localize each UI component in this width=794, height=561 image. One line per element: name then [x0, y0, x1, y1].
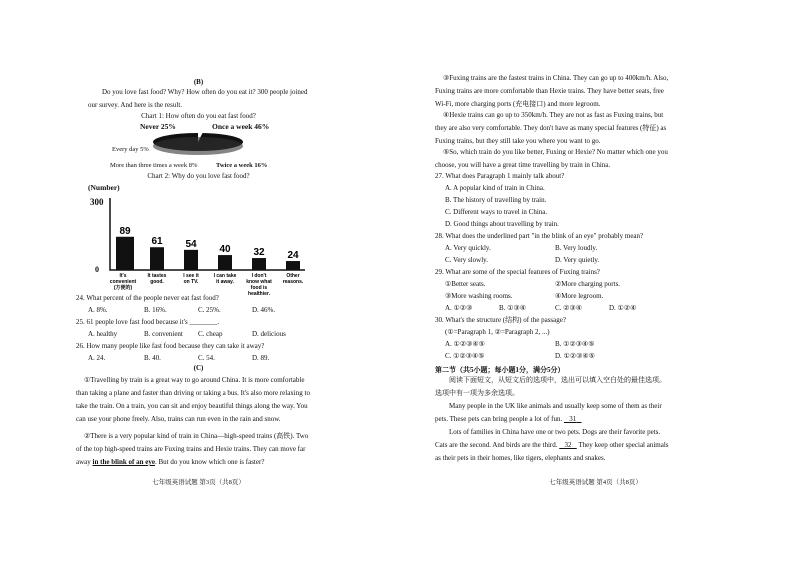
- q27-option-b[interactable]: B. The history of travelling by train.: [445, 196, 547, 204]
- category-label-1-line-1: good.: [150, 279, 164, 285]
- q26-option-c[interactable]: C. 54.: [198, 354, 215, 362]
- footer-page4: 七年级英语试题 第4页（共8页）: [549, 479, 642, 486]
- q30-note: (①=Paragraph 1, ②=Paragraph 2, ...): [445, 328, 550, 336]
- cloze-paragraph-2: [435, 426, 669, 465]
- pie-label-once-week: Once a week 46%: [212, 122, 270, 131]
- category-label-4-line-1: know what: [246, 279, 272, 285]
- cloze-p1-text: Many people in the UK like animals and usually keep some of them as their pets. These pets can bring people a lot of fun.: [435, 402, 662, 423]
- chart2-ytick-300: 300: [90, 197, 104, 207]
- section2-title: 第二节（共5小题；每小题1分，满分5分）: [435, 366, 565, 374]
- cloze-p2-text-start: Lots of families in China have one or two pets. Dogs are their favorite pets. Cats are the second. And birds are the third.: [435, 428, 661, 449]
- q29-option-c[interactable]: C. ②③④: [555, 304, 582, 312]
- underlined-phrase: in the blink of an eye: [92, 458, 155, 466]
- passage-p5: ⑤So, which train do you like better, Fuxing or Hexie? No matter which one you choose, you will have a great time travelling by train in China.: [435, 148, 668, 169]
- q27-stem: 27. What does Paragraph 1 mainly talk about?: [435, 172, 565, 180]
- pie-label-more-three: More than three times a week 8%: [110, 162, 198, 169]
- q29-item-1: ①Better seats.: [445, 280, 486, 288]
- passage-p3: ③Fuxing trains are the fastest trains in China. They can go up to 400km/h. Also, Fuxing trains are more comfortable than Hexie trains. They have better seats, free Wi-Fi, more charging ports (充电接口) and more legroom.: [435, 74, 669, 108]
- category-label-0-line-2: (方便的): [113, 285, 133, 291]
- q30-option-a[interactable]: A. ①②③④⑤: [445, 340, 485, 348]
- q26-option-b[interactable]: B. 40.: [144, 354, 161, 362]
- q24-option-b[interactable]: B. 16%.: [144, 306, 167, 314]
- bar-5: [286, 261, 300, 270]
- q28-option-a[interactable]: A. Very quickly.: [445, 244, 491, 252]
- q27-option-d[interactable]: D. Good things about travelling by train.: [445, 220, 559, 228]
- pie-shadow: [153, 137, 243, 155]
- pie-label-never: Never 25%: [140, 122, 176, 131]
- q24-option-c[interactable]: C. 25%.: [198, 306, 221, 314]
- cloze-p2-text-end: They keep other special animals as their pets in their homes, like tigers, elephants and snakes.: [435, 441, 669, 462]
- bar-1: [150, 247, 164, 270]
- q29-stem: 29. What are some of the special features of Fuxing trains?: [435, 268, 600, 276]
- passage-p2-end: . But do you know which one is faster?: [154, 458, 265, 466]
- bar-value-label-4: 32: [253, 247, 265, 259]
- chart-axes: [110, 198, 305, 270]
- q29-item-2: ②More charging ports.: [555, 280, 621, 288]
- chart1-title: Chart 1: How often do you eat fast food?: [141, 112, 256, 120]
- passage-p2-start: ②There is a very popular kind of train in China—high-speed trains (高铁). Two of the top high-speed trains are Fuxing trains and Hexie trains. They can move far away: [76, 432, 309, 466]
- q30-option-c[interactable]: C. ①②③④⑤: [445, 352, 485, 360]
- chart2-ytick-0: 0: [95, 265, 99, 274]
- category-label-3-line-0: I can take: [213, 273, 237, 279]
- q29-item-4: ④More legroom.: [555, 292, 604, 300]
- blank-32[interactable]: [559, 441, 577, 449]
- blank-31-number: 31: [569, 415, 577, 423]
- q24-stem: 24. What percent of the people never eat fast food?: [76, 294, 219, 302]
- q25-option-c[interactable]: C. cheap: [198, 330, 223, 338]
- q29-item-3: ③More washing rooms.: [445, 292, 513, 300]
- q28-stem: 28. What does the underlined part "in the blink of an eye" probably mean?: [435, 232, 644, 240]
- q24-option-d[interactable]: D. 46%.: [252, 306, 276, 314]
- q30-stem: 30. What's the structure (结构) of the passage?: [435, 316, 566, 324]
- survey-intro: Do you love fast food? Why? How often do you eat it? 300 people joined our survey. And here is the result.: [88, 88, 308, 109]
- q28-option-c[interactable]: C. Very slowly.: [445, 256, 488, 264]
- bar-3: [218, 255, 232, 270]
- passage-p4: ④Hexie trains can go up to 350km/h. They are not as fast as Fuxing trains, but they are also very comfortable. They don't have as many special features (特征) as Fuxing trains, but they still take you where you want to go.: [435, 111, 667, 145]
- section2-instructions: 阅读下面短文，从短文后的选项中，选出可以填入空白处的最佳选项。选项中有一项为多余选项。: [435, 376, 666, 397]
- bar-value-label-1: 61: [151, 236, 163, 248]
- category-label-0-line-0: It's: [119, 273, 127, 279]
- category-label-5-line-1: reasons.: [282, 279, 304, 285]
- section-c-heading: (C): [193, 364, 204, 372]
- chart2-ylabel: (Number): [88, 183, 120, 192]
- bar-2: [184, 250, 198, 270]
- category-label-4-line-3: healthier.: [248, 291, 270, 295]
- category-label-2-line-0: I see it: [183, 273, 199, 279]
- q26-option-d[interactable]: D. 89.: [252, 354, 270, 362]
- bar-0: [116, 237, 134, 270]
- bar-value-label-0: 89: [119, 225, 131, 237]
- passage-p2: [76, 430, 312, 469]
- chart2-title: Chart 2: Why do you love fast food?: [147, 172, 250, 180]
- passage-p1: ①Travelling by train is a great way to go around China. It is more comfortable than taking a plane and faster than driving or taking a bus. It's also more relaxing to take the train. On a train, you can sit and enjoy beautiful things along the way. You can use your phone freely. Also, trains can run even in the rain and snow.: [76, 376, 310, 423]
- q29-option-a[interactable]: A. ①②③: [445, 304, 473, 312]
- cloze-paragraph-1: [435, 400, 669, 426]
- bar-value-label-3: 40: [219, 244, 231, 256]
- pie-chart: [0, 120, 397, 172]
- q25-stem: 25. 61 people love fast food because it's ________.: [76, 318, 220, 326]
- footer-page3: 七年级英语试题 第3页（共8页）: [152, 479, 245, 486]
- bar-value-label-2: 54: [185, 238, 197, 250]
- q26-option-a[interactable]: A. 24.: [88, 354, 106, 362]
- bar-value-label-5: 24: [287, 250, 299, 262]
- q24-option-a[interactable]: A. 8%.: [88, 306, 108, 314]
- pie-label-every-day: Every day 5%: [112, 146, 149, 153]
- category-label-4-line-0: I don't: [251, 273, 267, 279]
- category-label-5-line-0: Other: [286, 273, 300, 279]
- category-label-1-line-0: It tastes: [147, 273, 167, 279]
- q28-option-d[interactable]: D. Very quietly.: [555, 256, 600, 264]
- blank-31[interactable]: [564, 415, 582, 423]
- section-b-heading: (B): [193, 78, 204, 86]
- q29-option-b[interactable]: B. ①③④: [499, 304, 526, 312]
- category-label-0-line-1: convenient: [109, 279, 137, 285]
- q30-option-b[interactable]: B. ①②③④⑤: [555, 340, 595, 348]
- q25-option-a[interactable]: A. healthy: [88, 330, 118, 338]
- q30-option-d[interactable]: D. ①②③④⑤: [555, 352, 595, 360]
- q27-option-c[interactable]: C. Different ways to travel in China.: [445, 208, 548, 216]
- q27-option-a[interactable]: A. A popular kind of train in China.: [445, 184, 545, 192]
- pie-label-twice-week: Twice a week 16%: [216, 162, 268, 169]
- q25-option-d[interactable]: D. delicious: [252, 330, 286, 338]
- right-page: [397, 0, 794, 561]
- q28-option-b[interactable]: B. Very loudly.: [555, 244, 598, 252]
- category-label-2-line-1: on TV.: [183, 279, 199, 285]
- q26-stem: 26. How many people like fast food because they can take it away?: [76, 342, 265, 350]
- category-label-3-line-1: it away.: [216, 279, 234, 285]
- blank-32-number: 32: [564, 441, 572, 449]
- category-label-4-line-2: food is: [250, 285, 268, 291]
- bar-4: [252, 258, 266, 270]
- q29-option-d[interactable]: D. ①②④: [609, 304, 637, 312]
- bar-chart: [100, 195, 315, 295]
- q25-option-b[interactable]: B. convenient: [144, 330, 183, 338]
